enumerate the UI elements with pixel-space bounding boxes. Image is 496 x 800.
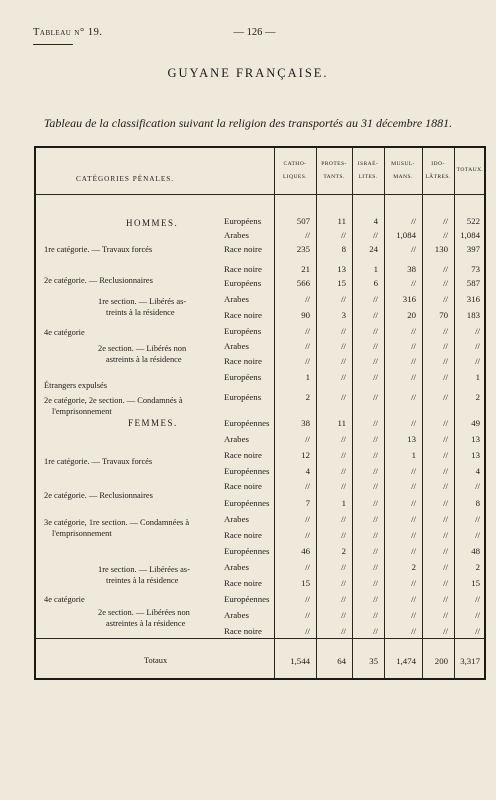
race-cell: Européens <box>224 326 262 336</box>
value-cell: // <box>373 546 378 556</box>
value-cell: // <box>443 230 448 240</box>
value-cell: // <box>305 530 310 540</box>
race-cell: Arabes <box>224 230 249 240</box>
value-cell: // <box>443 530 448 540</box>
label-h-cat2: 2e catégorie. — Reclusionnaires <box>44 276 153 285</box>
value-cell: // <box>411 278 416 288</box>
value-cell: // <box>411 418 416 428</box>
race-cell: Race noire <box>224 450 262 460</box>
value-cell: // <box>305 610 310 620</box>
value-cell: // <box>373 578 378 588</box>
race-cell: Européennes <box>224 466 270 476</box>
table-number-value: 19. <box>87 27 103 38</box>
race-cell: Européennes <box>224 594 270 604</box>
col-header-catholiques <box>274 158 316 184</box>
race-cell: Race noire <box>224 626 262 636</box>
label-f-cat2: 2e catégorie. — Reclusionnaires <box>44 491 153 500</box>
value-cell: 4 <box>475 466 480 476</box>
col-header-line: CATHO- <box>283 161 307 167</box>
total-cell: 1,544 <box>290 656 310 666</box>
value-cell: 4 <box>373 216 378 226</box>
value-cell: // <box>305 341 310 351</box>
race-cell: Race noire <box>224 310 262 320</box>
value-cell: // <box>475 514 480 524</box>
value-cell: // <box>443 278 448 288</box>
col-divider <box>352 148 353 678</box>
value-cell: 15 <box>337 278 346 288</box>
value-cell: // <box>411 356 416 366</box>
label-totaux: Totaux <box>144 656 168 665</box>
value-cell: 3 <box>341 310 346 320</box>
value-cell: // <box>341 466 346 476</box>
value-cell: 8 <box>475 498 480 508</box>
col-header-categories: CATÉGORIES PÉNALES. <box>76 175 175 183</box>
value-cell: // <box>411 372 416 382</box>
value-cell: 1 <box>411 450 416 460</box>
value-cell: // <box>305 326 310 336</box>
col-header-protestants <box>316 158 352 184</box>
value-cell: 73 <box>471 264 480 274</box>
value-cell: // <box>373 530 378 540</box>
value-cell: // <box>373 450 378 460</box>
value-cell: // <box>443 418 448 428</box>
value-cell: // <box>443 562 448 572</box>
col-header-line: PROTES- <box>321 161 347 167</box>
value-cell: // <box>411 466 416 476</box>
value-cell: // <box>373 610 378 620</box>
value-cell: 1 <box>373 264 378 274</box>
col-divider <box>384 148 385 678</box>
race-cell: Arabes <box>224 294 249 304</box>
value-cell: // <box>411 326 416 336</box>
value-cell: // <box>341 578 346 588</box>
label-h-cat2b-a: 2e catégorie, 2e section. — Condamnés à <box>44 396 183 405</box>
label-h-cat4-s1a: 1re section. — Libérés as- <box>98 297 187 306</box>
value-cell: 1,084 <box>460 230 480 240</box>
label-h-cat4-s2b: astreints à la résidence <box>106 355 182 364</box>
value-cell: 38 <box>301 418 310 428</box>
value-cell: // <box>373 392 378 402</box>
value-cell: // <box>443 466 448 476</box>
value-cell: // <box>341 294 346 304</box>
col-header-line: LIQUES. <box>282 174 308 180</box>
total-cell: 64 <box>337 656 346 666</box>
value-cell: // <box>373 466 378 476</box>
race-cell: Européennes <box>224 498 270 508</box>
value-cell: // <box>373 418 378 428</box>
value-cell: // <box>475 356 480 366</box>
race-cell: Européennes <box>224 546 270 556</box>
value-cell: // <box>411 546 416 556</box>
section-femmes: FEMMES. <box>128 418 178 428</box>
value-cell: // <box>411 530 416 540</box>
value-cell: // <box>443 372 448 382</box>
value-cell: // <box>411 578 416 588</box>
label-f-cat3b: l'emprisonnement <box>52 529 112 538</box>
race-cell: Arabes <box>224 562 249 572</box>
value-cell: // <box>341 230 346 240</box>
value-cell: // <box>411 341 416 351</box>
value-cell: // <box>305 626 310 636</box>
label-h-cat1: 1re catégorie. — Travaux forcés <box>44 245 153 254</box>
table-number-prefix: Tableau n° <box>33 27 85 38</box>
value-cell: 2 <box>411 562 416 572</box>
value-cell: // <box>443 392 448 402</box>
race-cell: Arabes <box>224 610 249 620</box>
race-cell: Arabes <box>224 341 249 351</box>
value-cell: 12 <box>301 450 310 460</box>
value-cell: // <box>305 230 310 240</box>
value-cell: // <box>411 498 416 508</box>
race-cell: Race noire <box>224 244 262 254</box>
value-cell: // <box>341 594 346 604</box>
value-cell: // <box>341 626 346 636</box>
value-cell: // <box>411 481 416 491</box>
value-cell: // <box>305 294 310 304</box>
value-cell: 1 <box>475 372 480 382</box>
col-header-line: IDO- <box>431 161 445 167</box>
race-cell: Race noire <box>224 356 262 366</box>
value-cell: // <box>341 326 346 336</box>
page-number: — 126 — <box>233 27 276 38</box>
value-cell: 24 <box>369 244 378 254</box>
race-cell: Européens <box>224 278 262 288</box>
table-caption: Tableau de la classification suivant la religion des transportés au 31 décembre 1881. <box>43 116 453 130</box>
value-cell: // <box>305 594 310 604</box>
value-cell: 8 <box>341 244 346 254</box>
value-cell: // <box>373 326 378 336</box>
col-header-idolatres <box>422 158 454 184</box>
value-cell: // <box>341 392 346 402</box>
value-cell: // <box>305 514 310 524</box>
value-cell: // <box>341 530 346 540</box>
value-cell: // <box>411 216 416 226</box>
race-cell: Européens <box>224 216 262 226</box>
col-header-line: LÂTRES. <box>425 174 451 180</box>
value-cell: // <box>341 372 346 382</box>
value-cell: // <box>475 594 480 604</box>
value-cell: // <box>443 498 448 508</box>
col-header-line: TANTS. <box>323 174 345 180</box>
value-cell: 7 <box>305 498 310 508</box>
race-cell: Race noire <box>224 264 262 274</box>
total-cell: 35 <box>369 656 378 666</box>
value-cell: 11 <box>337 216 346 226</box>
label-f-cat4: 4e catégorie <box>44 595 85 604</box>
value-cell: 13 <box>337 264 346 274</box>
value-cell: // <box>443 294 448 304</box>
race-cell: Arabes <box>224 514 249 524</box>
value-cell: // <box>443 594 448 604</box>
value-cell: // <box>411 392 416 402</box>
value-cell: 4 <box>305 466 310 476</box>
race-cell: Européennes <box>224 418 270 428</box>
value-cell: // <box>341 562 346 572</box>
value-cell: // <box>373 562 378 572</box>
race-cell: Arabes <box>224 434 249 444</box>
value-cell: // <box>411 244 416 254</box>
value-cell: // <box>475 530 480 540</box>
totals-divider <box>36 638 484 639</box>
total-cell: 3,317 <box>460 656 480 666</box>
value-cell: // <box>373 372 378 382</box>
value-cell: // <box>411 594 416 604</box>
race-cell: Race noire <box>224 481 262 491</box>
value-cell: // <box>373 481 378 491</box>
label-f-cat4-s2b: astreintes à la résidence <box>106 619 186 628</box>
value-cell: // <box>305 434 310 444</box>
value-cell: // <box>443 626 448 636</box>
col-header-totaux: TOTAUX. <box>456 167 484 173</box>
col-divider <box>454 148 455 678</box>
value-cell: 46 <box>301 546 310 556</box>
value-cell: 2 <box>305 392 310 402</box>
header-divider <box>36 194 484 195</box>
value-cell: // <box>305 481 310 491</box>
value-cell: // <box>305 562 310 572</box>
section-hommes: HOMMES. <box>126 218 179 228</box>
value-cell: 11 <box>337 418 346 428</box>
col-header-line: MUSUL- <box>391 161 415 167</box>
value-cell: // <box>443 514 448 524</box>
data-table <box>34 146 486 680</box>
value-cell: 21 <box>301 264 310 274</box>
col-divider <box>316 148 317 678</box>
col-divider <box>274 148 275 678</box>
value-cell: // <box>305 356 310 366</box>
value-cell: 183 <box>466 310 480 320</box>
label-h-cat2b-b: l'emprisonnement <box>52 407 112 416</box>
value-cell: // <box>443 481 448 491</box>
label-etrangers: Étrangers expulsés <box>44 381 108 390</box>
value-cell: 6 <box>373 278 378 288</box>
value-cell: // <box>443 450 448 460</box>
value-cell: // <box>411 610 416 620</box>
value-cell: // <box>443 434 448 444</box>
value-cell: 316 <box>466 294 480 304</box>
col-header-musulmans <box>384 158 422 184</box>
value-cell: 130 <box>434 244 448 254</box>
total-cell: 1,474 <box>396 656 416 666</box>
col-header-line: LITES. <box>358 174 378 180</box>
value-cell: // <box>373 498 378 508</box>
value-cell: 48 <box>471 546 480 556</box>
label-f-cat3a: 3e catégorie, 1re section. — Condamnées à <box>44 518 190 527</box>
col-header-line: MANS. <box>393 174 413 180</box>
race-cell: Européens <box>224 372 262 382</box>
value-cell: 70 <box>439 310 448 320</box>
label-h-cat4-s1b: treints à la résidence <box>106 308 175 317</box>
value-cell: // <box>341 514 346 524</box>
value-cell: // <box>475 610 480 620</box>
value-cell: // <box>373 626 378 636</box>
col-header-israelites <box>352 158 384 184</box>
value-cell: 13 <box>407 434 416 444</box>
value-cell: // <box>443 326 448 336</box>
label-h-cat4-s2a: 2e section. — Libérés non <box>98 344 187 353</box>
value-cell: // <box>443 610 448 620</box>
value-cell: // <box>443 216 448 226</box>
col-divider <box>422 148 423 678</box>
value-cell: // <box>341 434 346 444</box>
value-cell: 1 <box>305 372 310 382</box>
value-cell: // <box>373 356 378 366</box>
value-cell: // <box>443 578 448 588</box>
value-cell: // <box>341 481 346 491</box>
value-cell: 587 <box>466 278 480 288</box>
value-cell: // <box>411 626 416 636</box>
race-cell: Race noire <box>224 578 262 588</box>
value-cell: // <box>373 434 378 444</box>
total-cell: 200 <box>434 656 448 666</box>
col-header-line: ISRAÉ- <box>357 161 379 167</box>
value-cell: 1,084 <box>396 230 416 240</box>
label-f-cat4-s2a: 2e section. — Libérées non <box>98 608 190 617</box>
label-f-cat1: 1re catégorie. — Travaux forcés <box>44 457 153 466</box>
value-cell: // <box>475 341 480 351</box>
value-cell: // <box>373 341 378 351</box>
value-cell: 235 <box>296 244 310 254</box>
value-cell: // <box>373 514 378 524</box>
value-cell: 397 <box>466 244 480 254</box>
value-cell: // <box>475 481 480 491</box>
value-cell: // <box>443 546 448 556</box>
race-cell: Race noire <box>224 530 262 540</box>
value-cell: // <box>341 610 346 620</box>
race-cell: Européens <box>224 392 262 402</box>
value-cell: 15 <box>301 578 310 588</box>
value-cell: 13 <box>471 434 480 444</box>
value-cell: 2 <box>475 392 480 402</box>
value-cell: 2 <box>475 562 480 572</box>
value-cell: // <box>443 264 448 274</box>
value-cell: 38 <box>407 264 416 274</box>
value-cell: // <box>373 310 378 320</box>
value-cell: 20 <box>407 310 416 320</box>
value-cell: // <box>341 450 346 460</box>
value-cell: // <box>411 514 416 524</box>
value-cell: 522 <box>466 216 480 226</box>
label-h-cat4: 4e catégorie <box>44 328 85 337</box>
value-cell: // <box>443 341 448 351</box>
value-cell: // <box>475 326 480 336</box>
value-cell: 507 <box>296 216 310 226</box>
header-ornament-rule <box>33 44 73 45</box>
value-cell: // <box>373 294 378 304</box>
value-cell: 316 <box>402 294 416 304</box>
value-cell: // <box>341 341 346 351</box>
value-cell: // <box>373 230 378 240</box>
value-cell: 1 <box>341 498 346 508</box>
page-header <box>33 27 476 41</box>
value-cell: 13 <box>471 450 480 460</box>
document-title: GUYANE FRANÇAISE. <box>167 66 329 80</box>
value-cell: // <box>341 356 346 366</box>
value-cell: 15 <box>471 578 480 588</box>
value-cell: 90 <box>301 310 310 320</box>
value-cell: // <box>443 356 448 366</box>
value-cell: 566 <box>296 278 310 288</box>
value-cell: // <box>475 626 480 636</box>
label-f-cat4-s1b: treintes à la résidence <box>106 576 179 585</box>
value-cell: // <box>373 594 378 604</box>
value-cell: 49 <box>471 418 480 428</box>
value-cell: 2 <box>341 546 346 556</box>
label-f-cat4-s1a: 1re section. — Libérées as- <box>98 565 190 574</box>
